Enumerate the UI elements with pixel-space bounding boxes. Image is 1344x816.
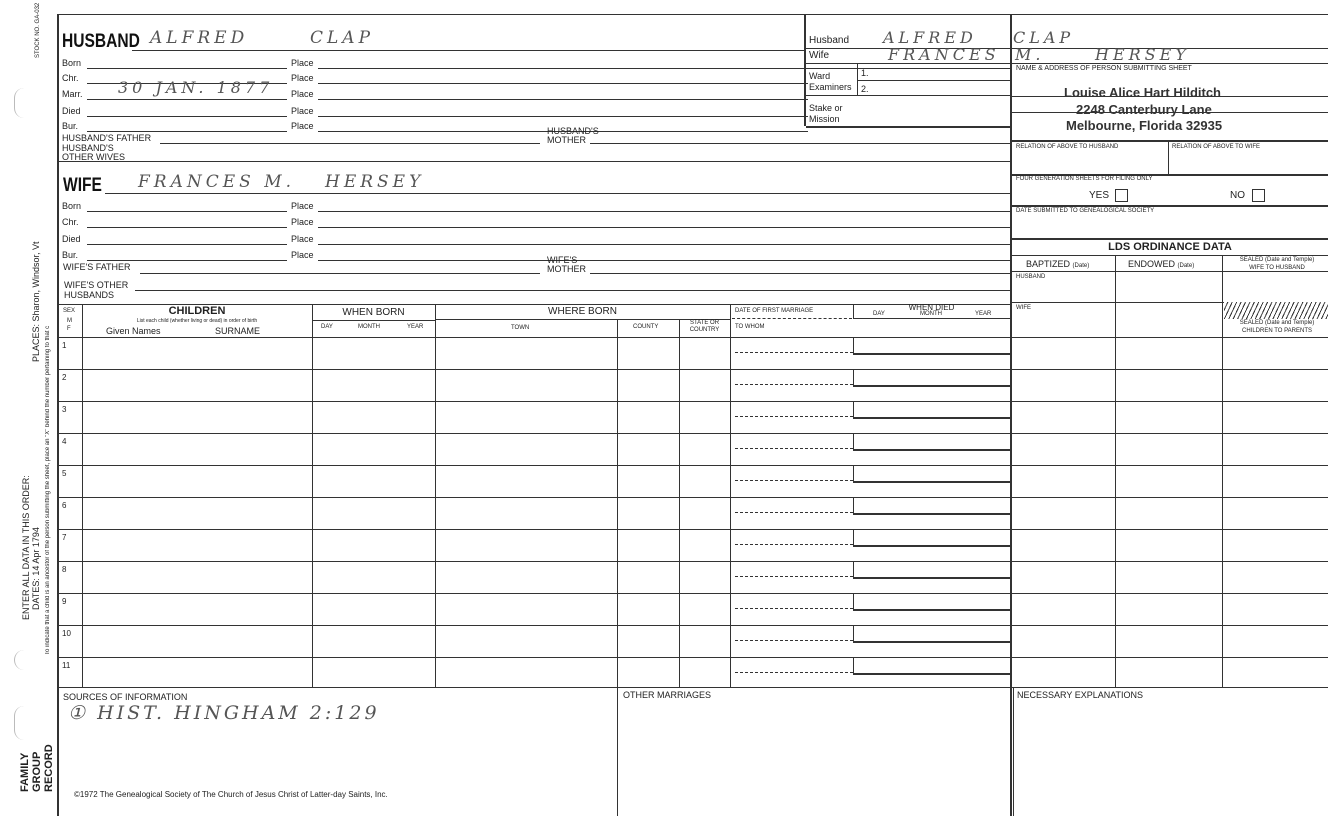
died-date-box[interactable] [853, 433, 1011, 451]
child-row-number: 10 [62, 629, 71, 638]
husband-other-wives-label-2: OTHER WIVES [62, 152, 126, 162]
husband-bur-label: Bur. [62, 121, 79, 131]
husband-surname-right[interactable]: CLAP [1013, 28, 1075, 47]
husband-bur-place-label: Place [291, 121, 314, 131]
husband-died-place-label: Place [291, 106, 314, 116]
sealed-wife-label-1: SEALED (Date and Temple) [1239, 257, 1315, 263]
husband-marr-label: Marr. [62, 89, 83, 99]
died-date-box[interactable] [853, 497, 1011, 515]
died-date-box[interactable] [853, 657, 1011, 675]
child-row-number: 5 [62, 469, 67, 478]
husband-chr-label: Chr. [62, 73, 79, 83]
sealed-wife-header [1225, 256, 1329, 272]
husband-other-wives-label-1: HUSBAND'S [62, 143, 114, 153]
baptized-header [1026, 259, 1089, 269]
child-row[interactable] [57, 337, 1328, 369]
died-date-box[interactable] [853, 529, 1011, 547]
wife-chr-place-label: Place [291, 217, 314, 227]
child-row[interactable] [57, 657, 1328, 689]
marriage-date[interactable]: 30 JAN. 1877 [118, 78, 274, 97]
husband-label-right: Husband [809, 35, 850, 46]
wife-died-label: Died [62, 234, 81, 244]
top-border [57, 14, 1328, 15]
husband-mother-label-1: HUSBAND'S [547, 126, 599, 136]
born-month-header: MONTH [358, 324, 380, 330]
sex-label: SEX [63, 308, 76, 314]
center-divider [804, 14, 806, 126]
stake-label-2: Mission [809, 114, 840, 124]
source-entry-1[interactable]: ① HIST. HINGHAM 2:129 [68, 702, 380, 724]
state-label-1: STATE OR [689, 320, 720, 326]
wife-surname-right[interactable]: HERSEY [1095, 45, 1190, 64]
punch-hole-mark [14, 88, 25, 118]
child-row-number: 7 [62, 533, 67, 542]
children-heading: CHILDREN [168, 305, 226, 317]
husband-marr-place-field[interactable] [318, 99, 808, 100]
surname-header: SURNAME [215, 326, 261, 336]
hatched-cell [1224, 302, 1328, 319]
town-header: TOWN [511, 325, 530, 331]
ward-label: Ward [809, 71, 831, 81]
wife-middle-right[interactable]: M. [1015, 45, 1045, 64]
child-row-number: 3 [62, 405, 67, 414]
places-note: PLACES: Sharon, Windsor, Vt [31, 241, 41, 362]
husband-died-label: Died [62, 106, 81, 116]
wife-other-husbands-label [64, 280, 128, 300]
child-row[interactable] [57, 593, 1328, 625]
children-note: List each child (whether living or dead) in order of birth [136, 318, 258, 324]
child-row[interactable] [57, 369, 1328, 401]
wife-other-husbands-label-1: WIFE'S OTHER [64, 280, 129, 290]
stock-number: STOCK NO. GA-032 [35, 2, 41, 58]
husband-father-field[interactable] [160, 143, 540, 144]
wife-chr-field[interactable] [87, 227, 287, 228]
husband-marr-place-label: Place [291, 89, 314, 99]
lds-wife-label: WIFE [1016, 305, 1031, 311]
relation-husband-label: RELATION OF ABOVE TO HUSBAND [1016, 144, 1119, 150]
born-year-header: YEAR [407, 324, 424, 330]
child-row-number: 8 [62, 565, 67, 574]
child-row-number: 4 [62, 437, 67, 446]
husband-bur-field[interactable] [87, 131, 287, 132]
sealed-children-label-2: CHILDREN TO PARENTS [1241, 328, 1312, 334]
copyright: ©1972 The Genealogical Society of The Church of Jesus Christ of Latter-day Saints, Inc. [74, 790, 388, 799]
endowed-date-label: (Date) [1177, 263, 1195, 269]
husband-born-place-field[interactable] [318, 68, 1010, 69]
wife-mother-label-1: WIFE'S [547, 255, 578, 265]
record-title-2: GROUP [31, 751, 43, 792]
given-names-header: Given Names [106, 326, 161, 336]
died-year-header: YEAR [975, 311, 992, 317]
submitter-city: Melbourne, Florida 32935 [1066, 118, 1223, 133]
marriage-date-dash [735, 480, 853, 481]
endowed-label: ENDOWED [1128, 259, 1175, 269]
wife-chr-place-field[interactable] [318, 227, 1010, 228]
ward-examiners-label [809, 71, 852, 93]
died-date-box[interactable] [853, 369, 1011, 387]
sealed-children-label-1: SEALED (Date and Temple) [1239, 320, 1315, 326]
died-date-box[interactable] [853, 465, 1011, 483]
wife-other-husbands-field[interactable] [135, 290, 1010, 291]
state-header [679, 320, 730, 334]
wife-bur-place-label: Place [291, 250, 314, 260]
punch-hole-mark [14, 650, 25, 670]
wife-bur-place-field[interactable] [318, 260, 1010, 261]
wife-born-place-label: Place [291, 201, 314, 211]
first-marriage-header: DATE OF FIRST MARRIAGE [735, 308, 814, 314]
dates-note: DATES: 14 Apr 1794 [31, 527, 41, 610]
punch-hole-mark [14, 706, 25, 740]
wife-given-name[interactable]: FRANCES M. [138, 172, 296, 192]
husband-given-right[interactable]: ALFRED [883, 28, 977, 47]
relation-wife-label: RELATION OF ABOVE TO WIFE [1172, 144, 1261, 150]
child-row-number: 2 [62, 373, 67, 382]
submitter-name: Louise Alice Hart Hilditch [1064, 85, 1221, 100]
to-whom-header: TO WHOM [735, 324, 765, 330]
sources-label: SOURCES OF INFORMATION [63, 692, 188, 702]
lds-husband-label: HUSBAND [1016, 274, 1046, 280]
marriage-date-dash [735, 416, 853, 417]
sealed-wife-label-2: WIFE TO HUSBAND [1249, 265, 1305, 271]
wife-bur-label: Bur. [62, 250, 79, 260]
stake-label [809, 103, 843, 125]
wife-died-place-label: Place [291, 234, 314, 244]
submitter-label: NAME & ADDRESS OF PERSON SUBMITTING SHEET [1016, 65, 1192, 72]
wife-mother-label [547, 256, 586, 274]
wife-bur-field[interactable] [87, 260, 287, 261]
wife-born-place-field[interactable] [318, 211, 1010, 212]
wife-born-label: Born [62, 201, 82, 211]
explanations-label: NECESSARY EXPLANATIONS [1017, 690, 1144, 700]
wife-surname[interactable]: HERSEY [325, 172, 425, 192]
wife-mother-label-2: MOTHER [547, 264, 586, 274]
died-date-box[interactable] [853, 593, 1011, 611]
husband-died-place-field[interactable] [318, 116, 808, 117]
husband-father-label: HUSBAND'S FATHER [62, 133, 152, 143]
marriage-date-dash [735, 352, 853, 353]
examiners-label: Examiners [809, 82, 852, 92]
wife-heading: WIFE [63, 175, 102, 196]
husband-mother-field[interactable] [590, 143, 1010, 144]
wife-father-field[interactable] [140, 273, 540, 274]
stake-label-1: Stake or [809, 103, 843, 113]
died-date-box[interactable] [853, 561, 1011, 579]
marriage-date-dash [735, 672, 853, 673]
husband-mother-label-2: MOTHER [547, 135, 586, 145]
child-row-number: 6 [62, 501, 67, 510]
marriage-date-dash [735, 576, 853, 577]
husband-died-field[interactable] [87, 116, 287, 117]
husband-heading: HUSBAND [62, 31, 140, 52]
other-marriages-label: OTHER MARRIAGES [623, 690, 712, 700]
state-label-2: COUNTRY [689, 327, 720, 333]
child-row-number: 11 [62, 661, 71, 670]
child-row[interactable] [57, 497, 1328, 529]
marriage-date-dash [735, 448, 853, 449]
when-born-header: WHEN BORN [342, 307, 405, 318]
submitter-street: 2248 Canterbury Lane [1076, 102, 1212, 117]
died-month-header: MONTH [920, 311, 942, 317]
husband-other-wives-label [62, 144, 125, 162]
county-header: COUNTY [633, 324, 659, 330]
wife-label-right: Wife [809, 50, 829, 61]
wife-mother-field[interactable] [590, 273, 1010, 274]
lds-title: LDS ORDINANCE DATA [1108, 241, 1232, 253]
died-date-box[interactable] [853, 625, 1011, 643]
examiner-1-field[interactable] [857, 80, 1010, 81]
examiner-1-label: 1. [861, 68, 869, 78]
no-checkbox[interactable] [1252, 189, 1265, 202]
child-row[interactable] [57, 529, 1328, 561]
marriage-date-dash [735, 544, 853, 545]
wife-chr-label: Chr. [62, 217, 79, 227]
examiner-2-field[interactable] [806, 95, 1010, 96]
enter-data-note: ENTER ALL DATA IN THIS ORDER: [21, 475, 31, 620]
child-row[interactable] [57, 625, 1328, 657]
baptized-date-label: (Date) [1072, 263, 1090, 269]
child-row-number: 1 [62, 341, 67, 350]
husband-given-name[interactable]: ALFRED [150, 28, 249, 48]
child-row[interactable] [57, 433, 1328, 465]
yes-checkbox[interactable] [1115, 189, 1128, 202]
wife-given-right[interactable]: FRANCES [888, 45, 1000, 64]
wife-born-field[interactable] [87, 211, 287, 212]
husband-surname[interactable]: CLAP [310, 28, 375, 48]
sex-f-label: F [67, 326, 71, 332]
marriage-date-dash [735, 512, 853, 513]
wife-other-husbands-label-2: HUSBANDS [64, 290, 115, 300]
marriage-date-dash [735, 608, 853, 609]
wife-died-place-field[interactable] [318, 244, 1010, 245]
husband-born-field[interactable] [87, 68, 287, 69]
baptized-label: BAPTIZED [1026, 259, 1071, 269]
wife-father-label: WIFE'S FATHER [63, 262, 131, 272]
four-generation-label: FOUR GENERATION SHEETS FOR FILING ONLY [1016, 176, 1153, 182]
marriage-date-dash [735, 640, 853, 641]
when-died-header: WHEN DIED [908, 303, 955, 312]
husband-chr-place-field[interactable] [318, 83, 808, 84]
record-title-1: FAMILY [19, 752, 31, 792]
child-row[interactable] [57, 561, 1328, 593]
examiner-2-label: 2. [861, 84, 869, 94]
child-row[interactable] [57, 465, 1328, 497]
wife-died-field[interactable] [87, 244, 287, 245]
husband-born-label: Born [62, 58, 82, 68]
marriage-date-dash [735, 384, 853, 385]
husband-born-place-label: Place [291, 58, 314, 68]
husband-chr-place-label: Place [291, 73, 314, 83]
died-day-header: DAY [873, 311, 885, 317]
endowed-header [1128, 259, 1194, 269]
date-submitted-label: DATE SUBMITTED TO GENEALOGICAL SOCIETY [1016, 208, 1155, 214]
died-date-box[interactable] [853, 401, 1011, 419]
sealed-children-header [1225, 319, 1329, 335]
child-row[interactable] [57, 401, 1328, 433]
child-row-number: 9 [62, 597, 67, 606]
yes-label: YES [1089, 190, 1110, 201]
ancestor-note: To indicate that a child is an ancestor of the person submitting the sheet, place an "X" behind the number pertaining to that c [45, 325, 51, 655]
no-label: NO [1230, 190, 1245, 201]
born-day-header: DAY [321, 324, 333, 330]
died-date-box[interactable] [853, 337, 1011, 355]
sex-m-label: M [67, 318, 72, 324]
where-born-header: WHERE BORN [548, 306, 617, 317]
record-title-3: RECORD [43, 744, 55, 792]
